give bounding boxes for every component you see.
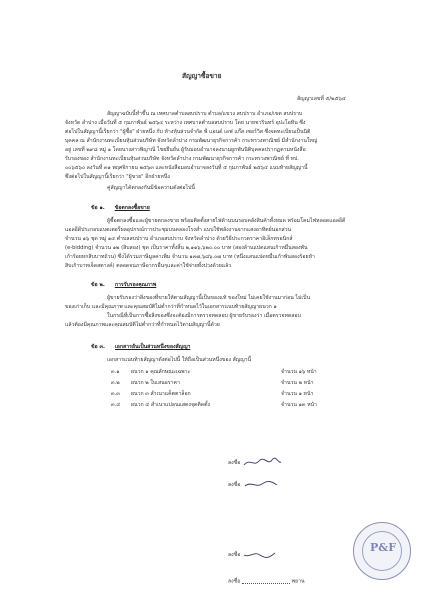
clause2-number: ข้อ ๒.	[91, 282, 105, 288]
clause3-heading	[91, 344, 190, 351]
annex-item-number: ๓.๓	[111, 391, 120, 397]
clause1-number: ข้อ ๑.	[91, 205, 105, 211]
annex-item-number: ๓.๔	[111, 402, 121, 408]
annex-item-name: ผนวก ๓ สำเนาแค็ตตาล็อก	[131, 391, 191, 397]
clause2-title: การรับรองคุณภาพ	[114, 282, 157, 288]
clause1-line: จำนวน ๑๖ ชุด หมู่ ๑๔ ตำบลสบปราบ อำเภอสบปราบ จังหวัดลำปาง ด้วยวิธีประกวดราคาอิเล็กทรอนิกส์	[65, 236, 293, 242]
annex-item-name: ผนวก ๑ คุณลักษณะเฉพาะ	[131, 369, 191, 375]
clause3-number: ข้อ ๓.	[91, 344, 105, 350]
para1-closing: คู่สัญญาได้ตกลงกันมีข้อความดังต่อไปนี้	[107, 185, 195, 191]
para1-line: จังหวัด ลำปาง เมื่อวันที่ ๕ กุมภาพันธ์ ๒๕๖๔ ระหว่าง เทศบาลตำบลสบปราบ โดย นายชวรินทร์ อุปะโอทิน ซึ่ง	[65, 120, 306, 126]
clause1-heading	[91, 205, 150, 212]
signature-line	[228, 457, 282, 468]
clause2-line: ของเก่าเก็บ และมีคุณภาพ และคุณสมบัติไม่ต่ำกว่าที่กำหนดไว้ในเอกสารแนบท้ายสัญญาผนวก ๑	[65, 304, 277, 310]
clause3-title: เอกสารอันเป็นส่วนหนึ่งของสัญญา	[115, 344, 191, 350]
clause1-line: แอลอีดีประกอบแบตเตอรี่ผลอุปกรณ์การประชุมบนคลองโรงส่ำ แบบใช้พลังงานจากแสงอาทิตย์นอกส่วน	[65, 227, 292, 233]
signature-line	[228, 549, 282, 560]
clause3-intro: เอกสารแนบท้ายสัญญาดังต่อไปนี้ ให้ถือเป็นส่วนหนึ่งของ สัญญานี้	[107, 357, 252, 363]
sign-label: ลงชื่อ	[228, 460, 241, 466]
para1-line: ต่อไปในสัญญานี้เรียกว่า "ผู้ซื้อ" ฝ่ายหนึ่ง กับ ห้างหุ้นส่วนจำกัด พี แอนด์ เอฟ แก๊ส เซอร์วิส ซึ่งจดทะเบียนเป็นนิติ	[65, 129, 311, 135]
clause2-heading	[91, 282, 156, 289]
witness-signature-line	[228, 578, 305, 586]
para1-line: ซึ่งต่อไปในสัญญานี้เรียกว่า "ผู้ขาย" อีกฝ่ายหนึ่ง	[65, 174, 170, 180]
clause2-line: ในกรณีที่เป็นการซื้อสิ่งของซึ่งจะต้องมีการตรวจทดสอบ ผู้ขายรับรองว่า เมื่อตรวจทดสอบ	[107, 313, 301, 319]
annex-item-count: จำนวน ๒ หน้า	[281, 380, 314, 386]
clause1-title: ข้อตกลงซื้อขาย	[114, 205, 150, 211]
annex-item-number: ๓.๑	[111, 369, 120, 375]
annex-item-count: จำนวน ๑ หน้า	[281, 391, 314, 397]
handwritten-signature	[242, 479, 282, 490]
sign-label: ลงชื่อ	[228, 482, 241, 488]
witness-label: พยาน	[291, 578, 305, 585]
signature-line	[228, 479, 282, 490]
sign-label: ลงชื่อ	[228, 552, 241, 558]
annex-item-number: ๓.๒	[111, 380, 120, 386]
clause1-line: ผู้ซื้อตกลงซื้อและผู้ขายตกลงขาย พร้อมติดตั้งสายไฟด้านบนรอบคลังสินค้าทั้งหมด พร้อมโคมไฟหลอดแอลอีดี	[107, 218, 346, 224]
para1-line: อยู่ เลขที่ ๒๙๘ หมู่ ๑ โดยนางสาวพิญาณี ไชยยืนยั่น ผู้รับมอบอำนาจลงนามผูกพันนิติบุคคลปรากฏตามหนังสือ	[65, 147, 306, 153]
clause1-line: เก้าร้อยหกสิบบาทถ้วน) ซึ่งได้รวมภาษีมูลค่าเพิ่ม จำนวน ๑๓๗,๖๘๖.๐๗ บาท (หนึ่งแสนแปดหมื่นเก้าพันสองร้อยห้า	[65, 254, 315, 260]
company-stamp	[353, 522, 411, 580]
annex-item-count: จำนวน ๑๖ หน้า	[281, 369, 317, 375]
handwritten-signature	[242, 549, 282, 560]
annex-item-name: ผนวก ๒ ใบเสนอราคา	[131, 380, 180, 386]
clause1-line: สิบเก้าบาทเจ็ดสตางค์) ตลอดจนภาษีอากรอื่นๆและค่าใช้จ่ายทั้งปวงด้วยแล้ว	[65, 263, 232, 269]
para1-line: สัญญาฉบับนี้ทำขึ้น ณ เทศบาลตำบลสบปราบ ตำบล/แขวง สบปราบ อำเภอ/เขต สบปราบ	[107, 111, 303, 117]
document-title: สัญญาซื้อขาย	[182, 72, 222, 80]
para1-line: รับรองของ สำนักงานทะเบียนหุ้นส่วนบริษัท จังหวัดลำปาง กรมพัฒนาธุรกิจการค้า กระทรวงพาณิชย์ ที่ ทป.	[65, 156, 299, 162]
para1-line: บุคคล ณ สำนักงานทะเบียนหุ้นส่วนบริษัท จังหวัดลำปาง กรมพัฒนาธุรกิจการค้า กระทรวงพาณิชย์ มีสำนักงานใหญ่	[65, 138, 318, 144]
clause2-line: แล้วต้องมีคุณภาพและคุณสมบัติไม่ต่ำกว่าที่กำหนดไว้ตามสัญญานี้ด้วย	[65, 322, 220, 328]
stamp-logo: P&F	[370, 541, 397, 554]
handwritten-signature	[242, 457, 282, 468]
clause1-line: (e-bidding) จำนวน ๑๒ (สิบสอง) ชุด เป็นราคาทั้งสิ้น ๒,๑๑๖,๖๒๐.๐๐ บาท (สองล้านแปดแสนเก้าหมื่นสองพัน	[65, 245, 308, 251]
contract-number: สัญญาเลขที่ ๕/๒๕๖๔	[297, 96, 346, 102]
annex-item-name: ผนวก ๔ สำเนาแปลนแสดงจุดติดตั้ง	[131, 402, 210, 408]
para1-line: ๐๐๖๕๖๐ ลงวันที่ ๓๑ พฤศจิกายน ๒๕๖๓ และหนังสือมอบอำนาจลงวันที่ ๕ กุมภาพันธ์ ๒๕๖๔ แนบท้ายสัญญานี้	[65, 165, 308, 171]
sign-label: ลงชื่อ	[228, 578, 241, 585]
clause2-line: ผู้ขายรับรองว่าสิ่งของที่ขายให้ตามสัญญานี้เป็นของแท้ ของใหม่ ไม่เคยใช้งานมาก่อน ไม่เป็น	[107, 295, 311, 301]
annex-item-count: จำนวน ๑๓ หน้า	[281, 402, 317, 408]
witness-blank-line	[242, 578, 290, 584]
